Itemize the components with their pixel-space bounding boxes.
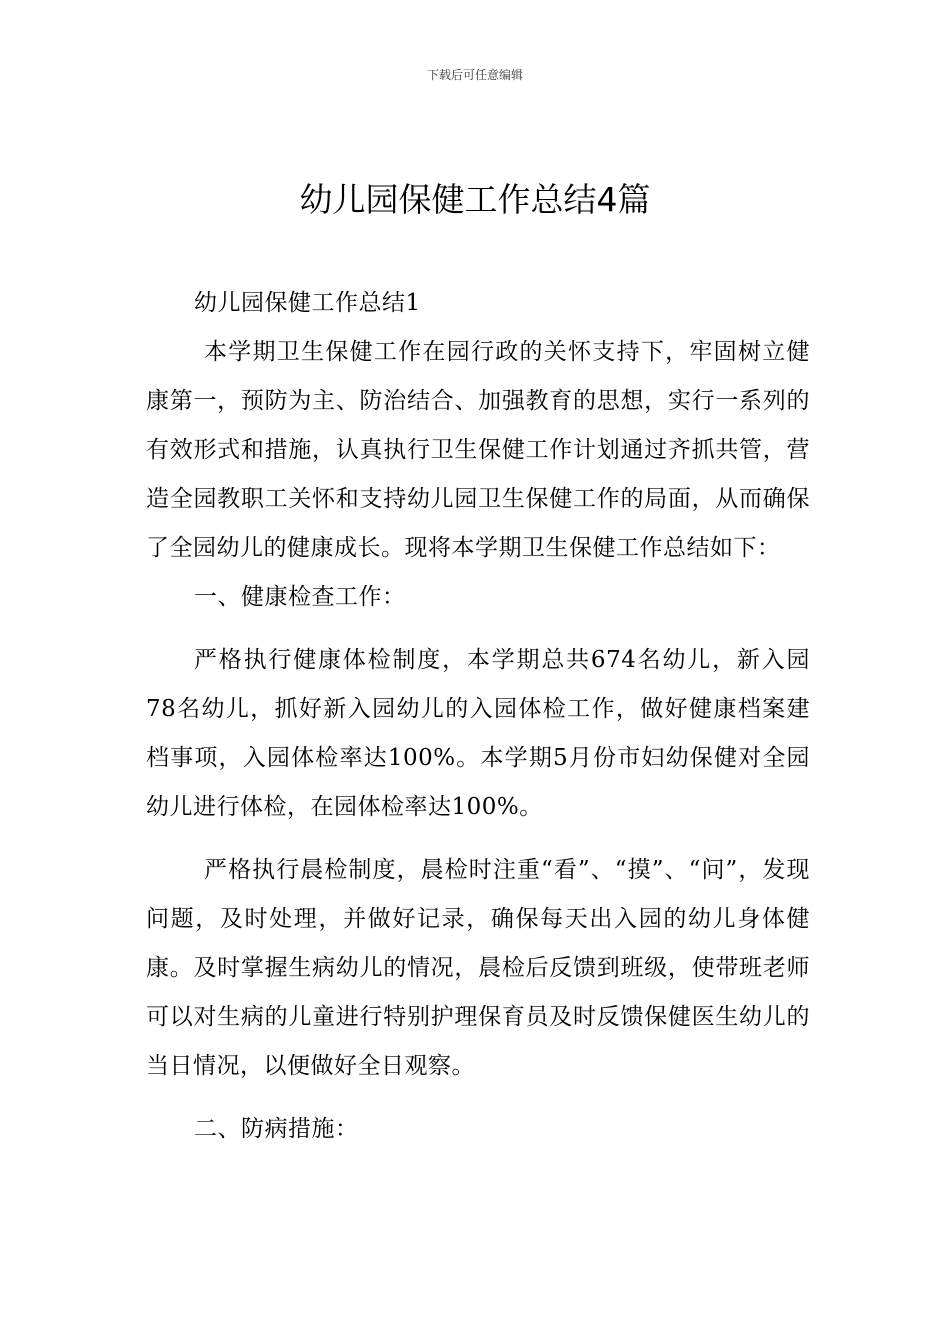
paragraph-intro: 本学期卫生保健工作在园行政的关怀支持下，牢固树立健康第一，预防为主、防治结合、加强教育的思想，实行一系列的有效形式和措施，认真执行卫生保健工作计划通过齐抓共管，营造全园教职工关怀和支持幼儿园卫生保健工作的局面，从而确保了全园幼儿的健康成长。现将本学期卫生保健工作总结如下： [146, 339, 810, 561]
section-heading-health-check: 一、健康检查工作： [194, 584, 406, 610]
paragraph-health-exam: 严格执行健康体检制度，本学期总共674名幼儿，新入园78名幼儿，抓好新入园幼儿的入园体检工作，做好健康档案建档事项，入园体检率达100%。本学期5月份市妇幼保健对全园幼儿进行体检，在园体检率达100%。 [146, 647, 810, 820]
section-heading-disease-prevention: 二、防病措施： [194, 1116, 359, 1142]
paragraph-morning-check: 严格执行晨检制度，晨检时注重“看”、“摸”、“问”，发现问题，及时处理，并做好记录，确保每天出入园的幼儿身体健康。及时掌握生病幼儿的情况，晨检后反馈到班级，使带班老师可以对生病的儿童进行特别护理保育员及时反馈保健医生幼儿的当日情况，以便做好全日观察。 [146, 857, 810, 1079]
header-note: 下载后可任意编辑 [426, 68, 523, 82]
document-title: 幼儿园保健工作总结4篇 [299, 180, 651, 219]
section-heading-summary-1: 幼儿园保健工作总结1 [194, 290, 421, 316]
document-body [146, 279, 810, 1154]
